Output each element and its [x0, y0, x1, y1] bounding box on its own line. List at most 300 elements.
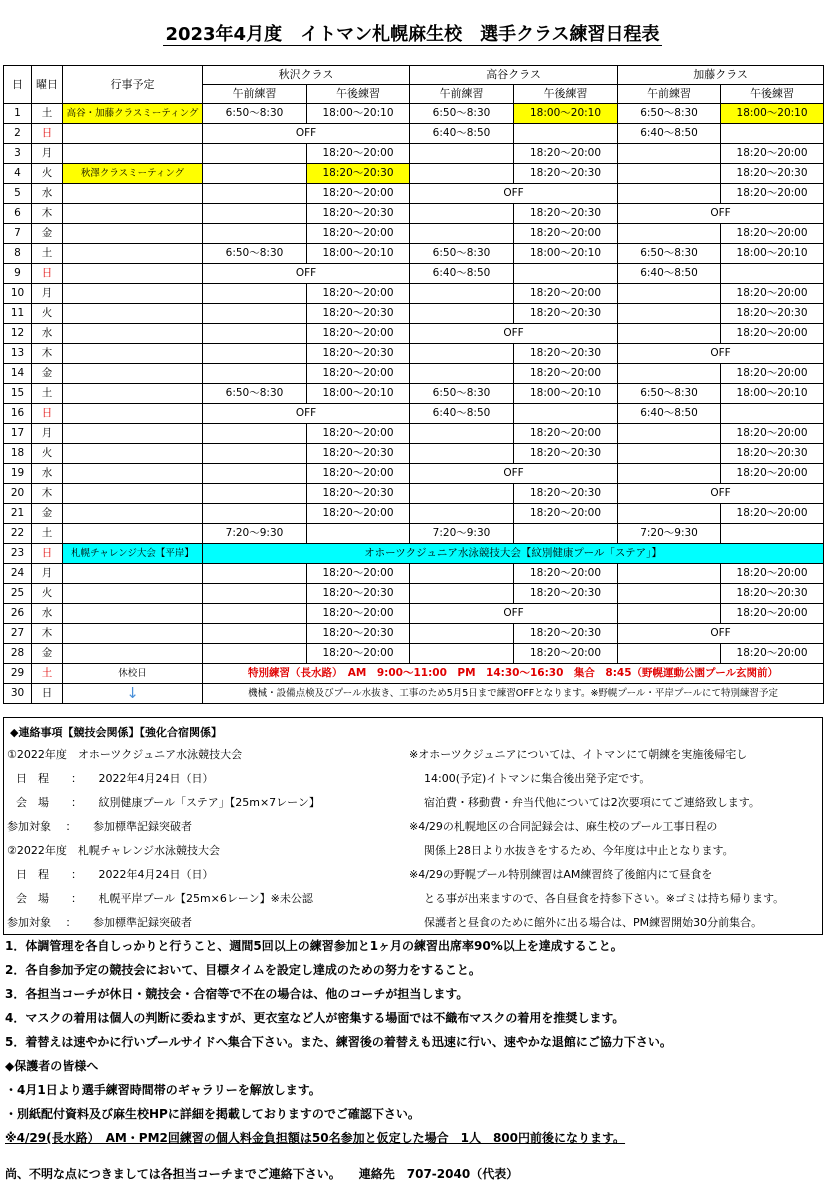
rule-line: 4．マスクの着用は個人の判断に委ねますが、更衣室など人が密集する場面では不織布マスクの着用を推奨します。: [5, 1011, 625, 1025]
rule-line: ・別紙配付資料及び麻生校HPに詳細を掲載しておりますのでご確認下さい。: [5, 1107, 420, 1121]
practice-time: 18:20～20:30: [307, 304, 410, 324]
practice-time: 18:20～20:00: [514, 224, 618, 244]
event-cell: [63, 504, 203, 524]
day-number: 2: [4, 124, 32, 144]
practice-time: 18:20～20:00: [514, 424, 618, 444]
off-cell: OFF: [618, 484, 824, 504]
practice-time: [514, 264, 618, 284]
table-row: [4, 524, 824, 544]
event-cell: [63, 184, 203, 204]
header-event: 行事予定: [63, 66, 203, 104]
practice-time: 18:20～20:00: [307, 464, 410, 484]
practice-time: 18:20～20:00: [307, 564, 410, 584]
practice-time: [618, 424, 721, 444]
table-row: [4, 304, 824, 324]
practice-time: [203, 624, 307, 644]
notice-line: 宿泊費・移動費・弁当代他については2次要項にてご連絡致します。: [424, 796, 760, 809]
notice-line: ※4/29の札幌地区の合同記録会は、麻生校のプール工事日程の: [409, 820, 718, 833]
day-number: 9: [4, 264, 32, 284]
event-cell: 休校日: [63, 664, 203, 684]
event-cell: [63, 284, 203, 304]
practice-time: [618, 284, 721, 304]
off-cell: OFF: [203, 264, 410, 284]
table-row: [4, 664, 824, 684]
day-number: 26: [4, 604, 32, 624]
notice-line: 日 程 ： 2022年4月24日（日）: [16, 868, 214, 881]
event-cell: 札幌チャレンジ大会【平岸】: [63, 544, 203, 564]
notice-line: 保護者と昼食のために館外に出る場合は、PM練習開始30分前集合。: [424, 916, 763, 929]
practice-time: 6:50～8:30: [203, 104, 307, 124]
practice-time: [410, 584, 514, 604]
practice-time: 18:20～20:00: [721, 464, 824, 484]
event-cell: [63, 564, 203, 584]
practice-time: 18:20～20:00: [721, 644, 824, 664]
weekday: 日: [32, 404, 63, 424]
table-row: [4, 164, 824, 184]
rule-line: 5．着替えは速やかに行いプールサイドへ集合下さい。また、練習後の着替えも迅速に行い、速やかな退館にご協力下さい。: [5, 1035, 672, 1049]
practice-time: [618, 604, 721, 624]
weekday: 金: [32, 364, 63, 384]
day-number: 18: [4, 444, 32, 464]
practice-time: [410, 644, 514, 664]
day-number: 6: [4, 204, 32, 224]
practice-time: [618, 464, 721, 484]
practice-time: 18:20～20:00: [514, 644, 618, 664]
table-row: [4, 364, 824, 384]
practice-time: [618, 224, 721, 244]
rule-line: 3．各担当コーチが休日・競技会・合宿等で不在の場合は、他のコーチが担当します。: [5, 987, 469, 1001]
practice-time: 18:20～20:00: [721, 184, 824, 204]
weekday: 水: [32, 324, 63, 344]
event-cell: [63, 324, 203, 344]
day-number: 30: [4, 684, 32, 704]
notice-line: 日 程 ： 2022年4月24日（日）: [16, 772, 214, 785]
day-number: 13: [4, 344, 32, 364]
practice-time: 18:20～20:30: [307, 204, 410, 224]
event-cell: [63, 404, 203, 424]
weekday: 金: [32, 224, 63, 244]
special-schedule-note: 特別練習（長水路） AM 9:00～11:00 PM 14:30～16:30 集合 8:45（野幌運動公園プール玄関前）: [203, 664, 824, 684]
practice-time: 18:20～20:30: [307, 624, 410, 644]
practice-time: 6:50～8:30: [618, 104, 721, 124]
off-cell: OFF: [410, 184, 618, 204]
practice-time: 6:40～8:50: [410, 264, 514, 284]
practice-time: [203, 304, 307, 324]
off-cell: OFF: [618, 344, 824, 364]
weekday: 月: [32, 284, 63, 304]
practice-time: [410, 564, 514, 584]
event-cell: [63, 244, 203, 264]
practice-time: 6:40～8:50: [618, 264, 721, 284]
rule-line: ・4月1日より選手練習時間帯のギャラリーを解放します。: [5, 1083, 321, 1097]
practice-time: 18:00～20:10: [307, 244, 410, 264]
notice-line: 参加対象 ： 参加標準記録突破者: [7, 916, 192, 929]
day-number: 10: [4, 284, 32, 304]
day-number: 3: [4, 144, 32, 164]
day-number: 17: [4, 424, 32, 444]
practice-time: 18:00～20:10: [721, 384, 824, 404]
practice-time: 18:20～20:00: [721, 144, 824, 164]
table-row: [4, 544, 824, 564]
practice-time: 6:40～8:50: [410, 124, 514, 144]
event-cell: [63, 484, 203, 504]
event-cell: [63, 124, 203, 144]
event-cell: [63, 224, 203, 244]
practice-time: [410, 344, 514, 364]
practice-time: [410, 144, 514, 164]
practice-time: 18:20～20:00: [307, 604, 410, 624]
weekday: 日: [32, 124, 63, 144]
notice-line: ②2022年度 札幌チャレンジ水泳競技大会: [7, 844, 220, 857]
event-cell: [63, 604, 203, 624]
practice-time: 7:20～9:30: [410, 524, 514, 544]
off-cell: OFF: [618, 624, 824, 644]
event-cell: [63, 464, 203, 484]
practice-time: [203, 564, 307, 584]
practice-time: 18:00～20:10: [721, 244, 824, 264]
practice-time: [410, 424, 514, 444]
practice-time: [410, 484, 514, 504]
rule-line: ※4/29(長水路） AM・PM2回練習の個人料金負担額は50名参加と仮定した場合 1人 800円前後になります。: [5, 1131, 626, 1145]
practice-time: 18:20～20:00: [721, 424, 824, 444]
practice-time: [410, 364, 514, 384]
table-row: [4, 244, 824, 264]
weekday: 土: [32, 244, 63, 264]
practice-time: 18:20～20:00: [514, 504, 618, 524]
rule-line: 2．各自参加予定の競技会において、目標タイムを設定し達成のための努力をすること。: [5, 963, 481, 977]
table-row: [4, 604, 824, 624]
schedule-table: [3, 65, 824, 704]
day-number: 19: [4, 464, 32, 484]
day-number: 14: [4, 364, 32, 384]
practice-time: 18:20～20:30: [307, 584, 410, 604]
practice-time: 18:20～20:00: [307, 324, 410, 344]
event-cell: [63, 204, 203, 224]
table-row: [4, 344, 824, 364]
event-cell: [63, 584, 203, 604]
table-row: [4, 224, 824, 244]
practice-time: 18:20～20:00: [514, 564, 618, 584]
practice-time: 6:50～8:30: [618, 384, 721, 404]
notice-box: [3, 717, 823, 935]
practice-time: 18:20～20:00: [514, 284, 618, 304]
practice-time: 18:20～20:30: [514, 484, 618, 504]
practice-time: 18:00～20:10: [514, 104, 618, 124]
practice-time: [618, 324, 721, 344]
table-row: [4, 644, 824, 664]
event-cell: 秋澤クラスミーティング: [63, 164, 203, 184]
practice-time: [203, 444, 307, 464]
header-pm: 午後練習: [514, 85, 618, 104]
practice-time: 6:50～8:30: [410, 104, 514, 124]
practice-time: 18:20～20:30: [514, 444, 618, 464]
off-cell: OFF: [203, 404, 410, 424]
header-am: 午前練習: [618, 85, 721, 104]
practice-time: [410, 504, 514, 524]
off-cell: OFF: [410, 464, 618, 484]
practice-time: [410, 224, 514, 244]
weekday: 日: [32, 684, 63, 704]
event-cell: [63, 364, 203, 384]
header-class-akizawa: 秋沢クラス: [203, 66, 410, 85]
header-pm: 午後練習: [307, 85, 410, 104]
practice-time: [203, 504, 307, 524]
practice-time: 18:20～20:30: [514, 584, 618, 604]
event-cell: 高谷・加藤クラスミーティング: [63, 104, 203, 124]
weekday: 月: [32, 144, 63, 164]
event-cell: [63, 144, 203, 164]
practice-time: 6:50～8:30: [618, 244, 721, 264]
practice-time: [410, 284, 514, 304]
event-cell: [63, 624, 203, 644]
practice-time: [618, 644, 721, 664]
practice-time: [618, 304, 721, 324]
off-cell: OFF: [203, 124, 410, 144]
practice-time: [618, 164, 721, 184]
table-row: [4, 324, 824, 344]
event-cell: [63, 444, 203, 464]
practice-time: 7:20～9:30: [618, 524, 721, 544]
event-cell: [63, 264, 203, 284]
practice-time: 7:20～9:30: [203, 524, 307, 544]
practice-time: [203, 184, 307, 204]
practice-time: [410, 164, 514, 184]
practice-time: 18:20～20:30: [721, 164, 824, 184]
table-row: [4, 584, 824, 604]
practice-time: [203, 484, 307, 504]
weekday: 金: [32, 644, 63, 664]
day-number: 20: [4, 484, 32, 504]
event-cell: [63, 304, 203, 324]
practice-time: 18:20～20:00: [307, 224, 410, 244]
practice-time: 6:50～8:30: [203, 384, 307, 404]
day-number: 23: [4, 544, 32, 564]
practice-time: 18:20～20:00: [307, 364, 410, 384]
practice-time: [203, 604, 307, 624]
header-day: 日: [4, 66, 32, 104]
practice-time: [203, 224, 307, 244]
table-row: [4, 484, 824, 504]
practice-time: [721, 524, 824, 544]
day-number: 16: [4, 404, 32, 424]
practice-time: [410, 304, 514, 324]
practice-time: [618, 584, 721, 604]
practice-time: 6:40～8:50: [410, 404, 514, 424]
rule-line: 1．体調管理を各自しっかりと行うこと、週間5回以上の練習参加と1ヶ月の練習出席率90%以上を達成すること。: [5, 939, 623, 953]
practice-time: 18:20～20:00: [721, 564, 824, 584]
rule-line: 尚、不明な点につきましては各担当コーチまでご連絡下さい。 連絡先 707-2040（代表）: [5, 1167, 519, 1181]
weekday: 木: [32, 484, 63, 504]
day-number: 24: [4, 564, 32, 584]
practice-time: [618, 184, 721, 204]
weekday: 火: [32, 584, 63, 604]
practice-time: [721, 264, 824, 284]
day-number: 1: [4, 104, 32, 124]
day-number: 7: [4, 224, 32, 244]
practice-time: [618, 144, 721, 164]
table-row: [4, 684, 824, 704]
table-row: [4, 624, 824, 644]
off-cell: OFF: [618, 204, 824, 224]
page-title: 2023年4月度 イトマン札幌麻生校 選手クラス練習日程表: [165, 24, 660, 45]
practice-time: [514, 124, 618, 144]
header-class-kato: 加藤クラス: [618, 66, 824, 85]
table-row: [4, 204, 824, 224]
practice-time: 18:20～20:00: [721, 284, 824, 304]
practice-time: [618, 564, 721, 584]
practice-time: 18:20～20:00: [307, 284, 410, 304]
notice-line: 関係上28日より水抜きをするため、今年度は中止となります。: [424, 844, 734, 857]
event-cell: [63, 524, 203, 544]
day-number: 15: [4, 384, 32, 404]
practice-time: 18:20～20:30: [307, 164, 410, 184]
header-pm: 午後練習: [721, 85, 824, 104]
table-row: [4, 264, 824, 284]
practice-time: 18:20～20:30: [514, 164, 618, 184]
special-schedule-note: オホーツクジュニア水泳競技大会【紋別健康プール「ステア」】: [203, 544, 824, 564]
day-number: 29: [4, 664, 32, 684]
table-row: [4, 284, 824, 304]
day-number: 25: [4, 584, 32, 604]
off-cell: OFF: [410, 324, 618, 344]
notice-line: 14:00(予定)イトマンに集合後出発予定です。: [424, 772, 651, 785]
table-row: [4, 144, 824, 164]
day-number: 11: [4, 304, 32, 324]
practice-time: 18:20～20:00: [307, 184, 410, 204]
practice-time: 6:50～8:30: [410, 384, 514, 404]
header-am: 午前練習: [203, 85, 307, 104]
practice-time: [203, 324, 307, 344]
practice-time: 18:20～20:30: [514, 304, 618, 324]
table-row: [4, 404, 824, 424]
practice-time: [618, 444, 721, 464]
day-number: 27: [4, 624, 32, 644]
day-number: 28: [4, 644, 32, 664]
table-row: [4, 464, 824, 484]
off-cell: OFF: [410, 604, 618, 624]
table-row: [4, 504, 824, 524]
practice-time: [203, 644, 307, 664]
practice-time: 18:00～20:10: [307, 104, 410, 124]
special-schedule-note: 機械・設備点検及びプール水抜き、工事のため5月5日まで練習OFFとなります。※野幌プール・平岸プールにて特別練習予定: [203, 684, 824, 704]
practice-time: [721, 404, 824, 424]
practice-time: [514, 524, 618, 544]
practice-time: 18:20～20:00: [721, 324, 824, 344]
notice-line: 参加対象 ： 参加標準記録突破者: [7, 820, 192, 833]
day-number: 21: [4, 504, 32, 524]
notice-heading: ◆連絡事項【競技会関係】【強化合宿関係】: [10, 726, 222, 739]
weekday: 月: [32, 564, 63, 584]
practice-time: [618, 364, 721, 384]
table-row: [4, 424, 824, 444]
weekday: 月: [32, 424, 63, 444]
event-cell: [63, 424, 203, 444]
table-row: [4, 104, 824, 124]
weekday: 火: [32, 304, 63, 324]
practice-time: [203, 164, 307, 184]
practice-time: 18:20～20:00: [514, 364, 618, 384]
practice-time: 18:20～20:00: [721, 604, 824, 624]
practice-time: [307, 524, 410, 544]
practice-time: 18:20～20:00: [721, 224, 824, 244]
weekday: 金: [32, 504, 63, 524]
practice-time: [410, 624, 514, 644]
practice-time: [203, 204, 307, 224]
table-row: [4, 124, 824, 144]
event-cell: [63, 384, 203, 404]
practice-time: [203, 584, 307, 604]
practice-time: [514, 404, 618, 424]
practice-time: 6:50～8:30: [203, 244, 307, 264]
event-cell: [63, 644, 203, 664]
practice-time: [410, 444, 514, 464]
notice-line: 会 場 ： 紋別健康プール「ステア」【25m×7レーン】: [16, 796, 320, 809]
practice-time: 18:20～20:00: [307, 504, 410, 524]
header-am: 午前練習: [410, 85, 514, 104]
practice-time: [203, 424, 307, 444]
notice-line: ※4/29の野幌プール特別練習はAM練習終了後館内にて昼食を: [409, 868, 713, 881]
weekday: 火: [32, 444, 63, 464]
notice-line: ※オホーツクジュニアについては、イトマンにて朝練を実施後帰宅し: [409, 748, 748, 761]
practice-time: [721, 124, 824, 144]
day-number: 4: [4, 164, 32, 184]
practice-time: [203, 364, 307, 384]
table-row: [4, 564, 824, 584]
practice-time: 18:20～20:00: [307, 144, 410, 164]
practice-time: 18:00～20:10: [307, 384, 410, 404]
practice-time: 18:20～20:30: [307, 484, 410, 504]
table-row: [4, 384, 824, 404]
notice-line: 会 場 ： 札幌平岸プール【25m×6レーン】※未公認: [16, 892, 313, 905]
header-class-takaya: 高谷クラス: [410, 66, 618, 85]
practice-time: 18:20～20:30: [307, 344, 410, 364]
arrow-down-icon: ↓: [63, 684, 203, 704]
table-row: [4, 444, 824, 464]
day-number: 5: [4, 184, 32, 204]
day-number: 8: [4, 244, 32, 264]
header-weekday: 曜日: [32, 66, 63, 104]
practice-time: 18:00～20:10: [721, 104, 824, 124]
weekday: 土: [32, 104, 63, 124]
weekday: 木: [32, 624, 63, 644]
practice-time: 18:20～20:00: [721, 364, 824, 384]
notice-line: とる事が出来ますので、各自昼食を持参下さい。※ゴミは持ち帰ります。: [424, 892, 785, 905]
parents-heading: ◆保護者の皆様へ: [5, 1059, 99, 1073]
practice-time: 18:20～20:00: [721, 504, 824, 524]
weekday: 土: [32, 664, 63, 684]
practice-time: [203, 284, 307, 304]
practice-time: 18:20～20:00: [307, 424, 410, 444]
practice-time: 18:20～20:30: [721, 304, 824, 324]
table-row: [4, 184, 824, 204]
practice-time: 18:20～20:00: [307, 644, 410, 664]
practice-time: 18:20～20:30: [514, 624, 618, 644]
day-number: 22: [4, 524, 32, 544]
weekday: 日: [32, 544, 63, 564]
practice-time: 18:00～20:10: [514, 384, 618, 404]
practice-time: [618, 504, 721, 524]
weekday: 木: [32, 204, 63, 224]
weekday: 土: [32, 524, 63, 544]
practice-time: [203, 464, 307, 484]
practice-time: [203, 144, 307, 164]
notice-line: ①2022年度 オホーツクジュニア水泳競技大会: [7, 748, 243, 761]
weekday: 日: [32, 264, 63, 284]
practice-time: 18:20～20:30: [721, 584, 824, 604]
day-number: 12: [4, 324, 32, 344]
practice-time: 18:20～20:00: [514, 144, 618, 164]
practice-time: 6:40～8:50: [618, 404, 721, 424]
